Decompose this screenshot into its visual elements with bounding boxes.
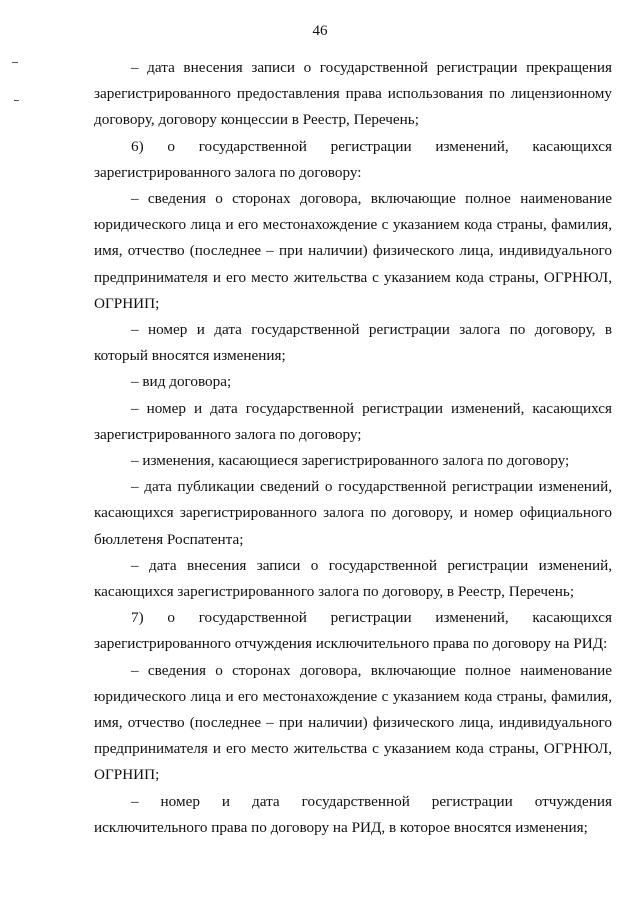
- paragraph-item-7-heading: 7) о государственной регистрации изменений, касающихся зарегистрированного отчуждения исключительного права по договору на РИД:: [94, 609, 612, 653]
- paragraph-parties-info: – сведения о сторонах договора, включающие полное наименование юридического лица и его местонахождение с указанием кода страны, фамилия, имя, отчество (последнее – при наличии) физического лица, индивидуального предпринимателя и его место жительства с указанием кода страны, ОГРНЮЛ, ОГРНИП;: [94, 661, 612, 784]
- scan-artifact-mark: [12, 62, 18, 63]
- scan-artifact-mark: [14, 100, 19, 101]
- document-body: [94, 55, 612, 841]
- page-number: 46: [312, 23, 328, 39]
- paragraph-parties-info: – сведения о сторонах договора, включающие полное наименование юридического лица и его местонахождение с указанием кода страны, фамилия, имя, отчество (последнее – при наличии) физического лица, индивидуального предпринимателя и его место жительства с указанием кода страны, ОГРНЮЛ, ОГРНИП;: [94, 190, 612, 312]
- paragraph-registry-entry-date: – дата внесения записи о государственной регистрации изменений, касающихся зарегистрированного залога по договору, в Реестр, Перечень;: [94, 556, 612, 601]
- paragraph-publication-date: – дата публикации сведений о государственной регистрации изменений, касающихся зарегистрированного залога по договору, и номер официального бюллетеня Роспатента;: [94, 478, 612, 548]
- paragraph-item-6-heading: 6) о государственной регистрации изменений, касающихся зарегистрированного залога по договору:: [94, 137, 612, 181]
- paragraph-pledge-changes: – изменения, касающиеся зарегистрированного залога по договору;: [131, 452, 570, 470]
- paragraph-changes-registration-number: – номер и дата государственной регистрации изменений, касающихся зарегистрированного залога по договору;: [94, 399, 612, 443]
- paragraph-contract-type: – вид договора;: [131, 373, 232, 391]
- paragraph-pledge-registration-number: – номер и дата государственной регистрации залога по договору, в который вносятся изменения;: [94, 321, 612, 365]
- paragraph-alienation-registration-number: – номер и дата государственной регистрации отчуждения исключительного права по договору на РИД, в которое вносятся изменения;: [94, 792, 612, 836]
- paragraph-registry-termination-date: – дата внесения записи о государственной регистрации прекращения зарегистрированного предоставления права использования по лицензионному договору, договору концессии в Реестр, Перечень;: [94, 59, 612, 129]
